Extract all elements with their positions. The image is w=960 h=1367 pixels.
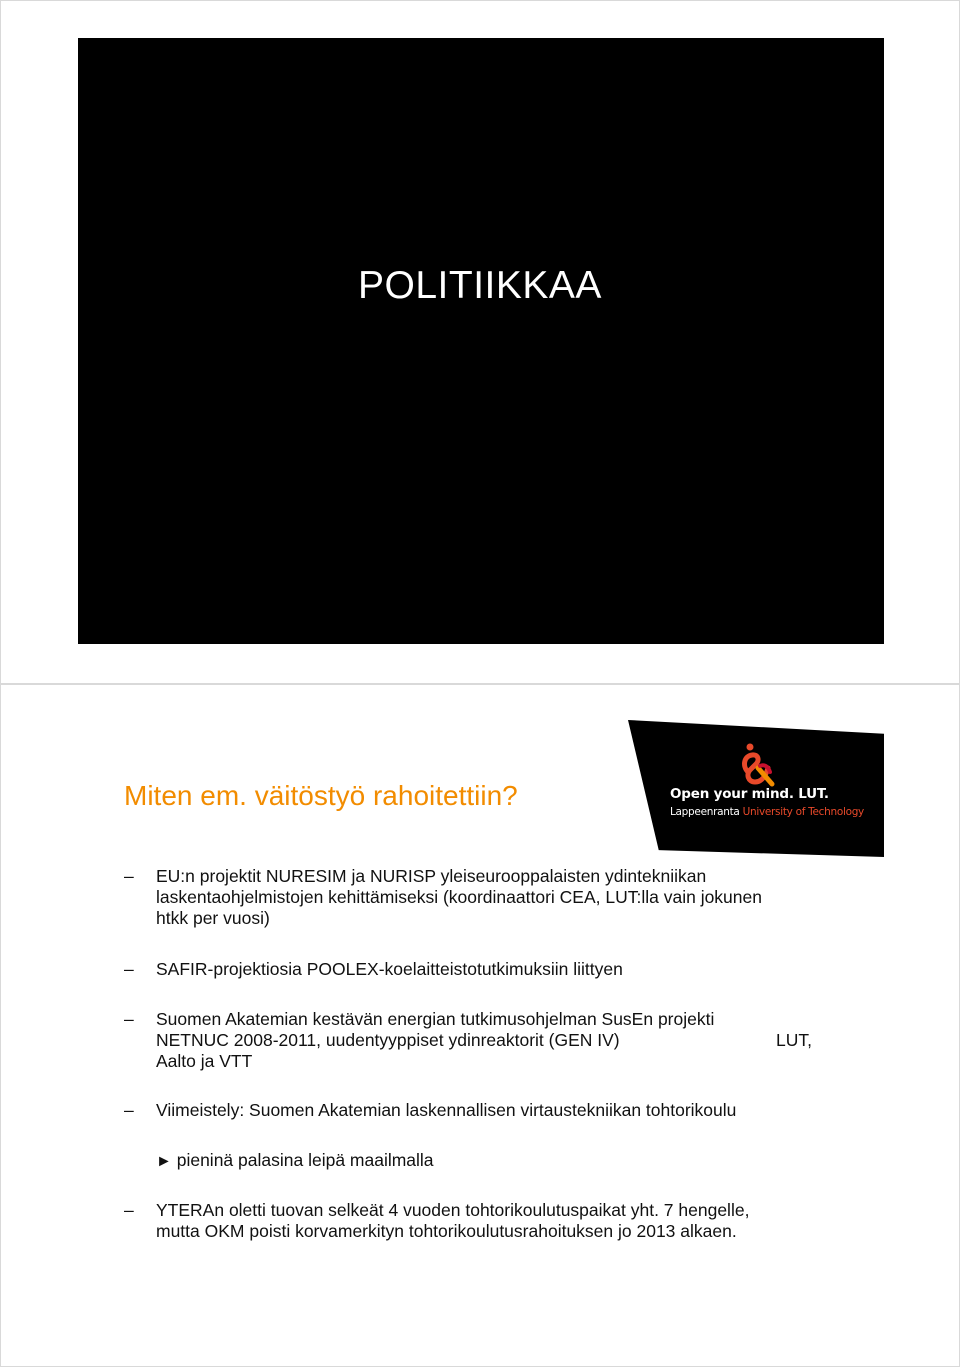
university-name-part1: Lappeenranta: [670, 806, 743, 818]
bullet-5-line-1: YTERAn oletti tuovan selkeät 4 vuoden tohtorikoulutuspaikat yht. 7 hengelle,: [156, 1200, 750, 1220]
bullet-dash: –: [124, 959, 134, 979]
bullet-5-line-2: mutta OKM poisti korvamerkityn tohtorikoulutusrahoituksen jo 2013 alkaen.: [156, 1221, 737, 1241]
bullet-3-line-1: Suomen Akatemian kestävän energian tutkimusohjelman SusEn projekti: [156, 1009, 715, 1029]
bullet-1: [124, 866, 824, 929]
ampersand-logo-icon: [738, 742, 778, 788]
bullet-1-line-2: laskentaohjelmistojen kehittämiseksi (koordinaattori CEA, LUT:lla vain jokunen: [156, 887, 762, 907]
sub-bullet-line: [156, 1150, 824, 1172]
slide-1-background: [78, 38, 884, 644]
bullet-dash: –: [124, 1100, 134, 1120]
sub-bullet: [124, 1150, 824, 1172]
bullet-dash: –: [124, 1009, 134, 1029]
arrow-right-icon: ►: [156, 1153, 172, 1170]
lut-tagline: Open your mind. LUT.: [670, 786, 829, 802]
bullet-3-line-3: Aalto ja VTT: [156, 1051, 253, 1071]
bullet-3: [124, 1009, 844, 1072]
bullet-3-line-2: [156, 1030, 844, 1051]
bullet-2: [124, 959, 824, 980]
bullet-1-line-1: EU:n projektit NURESIM ja NURISP yleiseurooppalaisten ydintekniikan: [156, 866, 707, 886]
slide-2-title: Miten em. väitöstyö rahoitettiin?: [124, 780, 518, 811]
bullet-1-line-3: htkk per vuosi): [156, 908, 270, 928]
university-name-part2: University of Technology: [742, 806, 864, 818]
lut-university-name: [670, 806, 864, 818]
slide-1-title: POLITIIKKAA: [358, 264, 602, 307]
bullet-5: [124, 1200, 824, 1242]
bullet-dash: –: [124, 866, 134, 886]
bullet-3-line-2-text: NETNUC 2008-2011, uudentyyppiset ydinreaktorit (GEN IV): [156, 1030, 620, 1050]
bullet-2-line-1: SAFIR-projektiosia POOLEX-koelaitteistotutkimuksiin liittyen: [156, 959, 623, 979]
bullet-3-lut: LUT,: [776, 1030, 812, 1050]
sub-bullet-text: pieninä palasina leipä maailmalla: [176, 1150, 434, 1170]
bullet-4-line-1: Viimeistely: Suomen Akatemian laskennallisen virtaustekniikan tohtorikoulu: [156, 1100, 737, 1120]
bullet-dash: –: [124, 1200, 134, 1220]
bullet-4: [124, 1100, 824, 1121]
